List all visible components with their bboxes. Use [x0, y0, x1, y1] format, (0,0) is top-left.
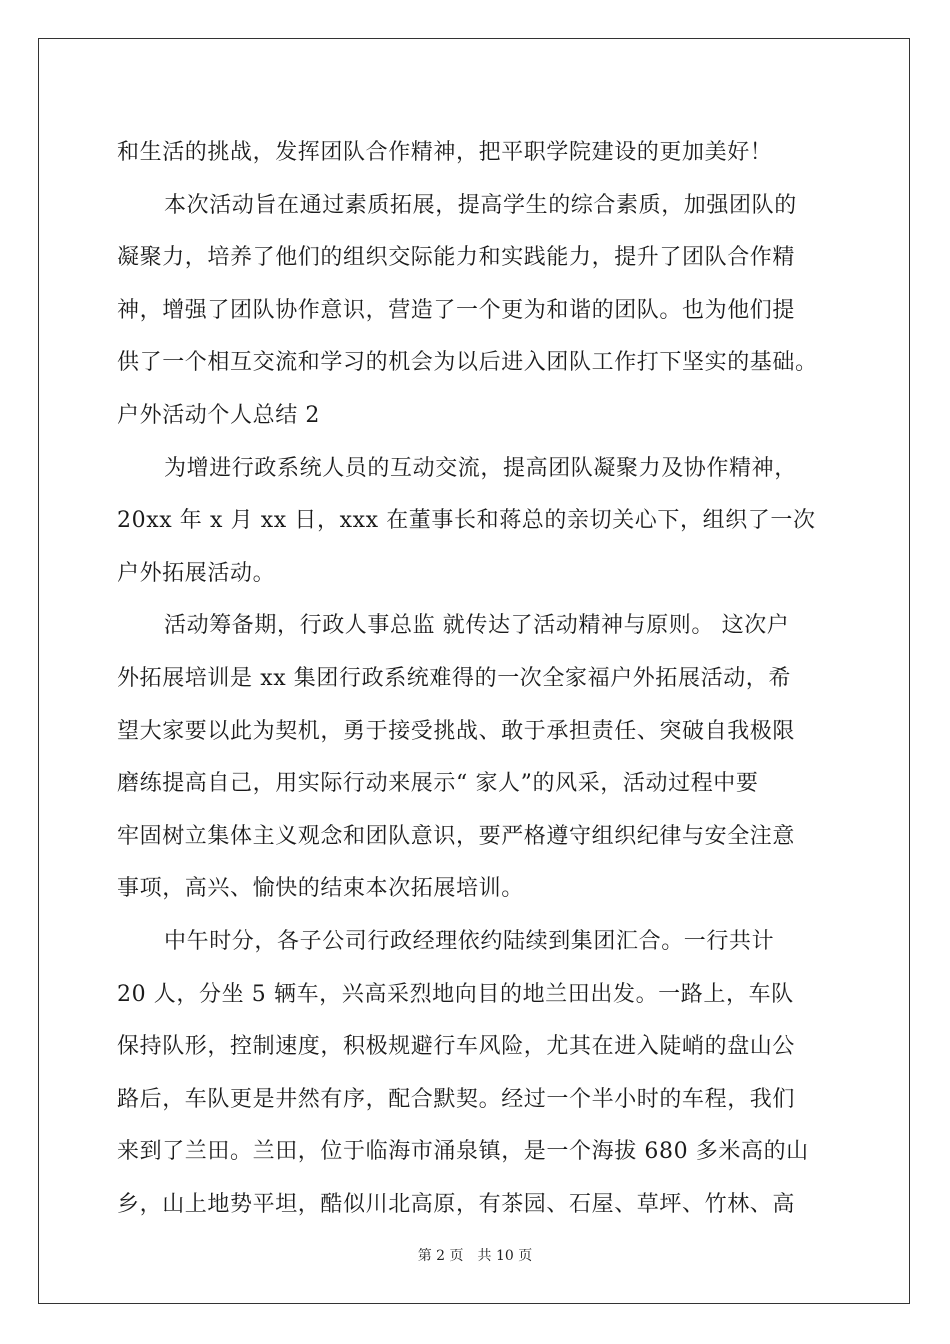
text-line: 保持队形，控制速度，积极规避行车风险，尤其在进入陡峭的盘山公 — [117, 1034, 796, 1060]
text-line: 外拓展培训是 xx 集团行政系统难得的一次全家福户外拓展活动，希 — [117, 665, 792, 691]
text-line: 来到了兰田。兰田，位于临海市涌泉镇，是一个海拔 680 多米高的山 — [117, 1139, 809, 1165]
text-line: 供了一个相互交流和学习的机会为以后进入团队工作打下坚实的基础。 — [117, 350, 818, 376]
text-line: 路后，车队更是井然有序，配合默契。经过一个半小时的车程，我们 — [117, 1086, 796, 1112]
document-body — [117, 127, 832, 1231]
text-line: 事项，高兴、愉快的结束本次拓展培训。 — [117, 876, 524, 902]
page-footer: 第 2 页 共 10 页 — [417, 1248, 533, 1264]
paragraph-start: 中午时分，各子公司行政经理依约陆续到集团汇合。一行共计 — [164, 928, 775, 954]
paragraph-start: 活动筹备期，行政人事总监 就传达了活动精神与原则。 这次户 — [164, 613, 790, 639]
paragraph-start: 本次活动旨在通过素质拓展，提高学生的综合素质，加强团队的 — [164, 192, 797, 218]
text-line: 20xx 年 x 月 xx 日，xxx 在董事长和蒋总的亲切关心下，组织了一次 — [117, 508, 816, 534]
paragraph-start: 为增进行政系统人员的互动交流，提高团队凝聚力及协作精神， — [164, 455, 797, 481]
text-line: 乡，山上地势平坦，酷似川北高原，有茶园、石屋、草坪、竹林、高 — [117, 1191, 796, 1217]
text-line: 和生活的挑战，发挥团队合作精神，把平职学院建设的更加美好！ — [117, 140, 773, 165]
text-line: 磨练提高自己，用实际行动来展示“ 家人”的风采，活动过程中要 — [117, 771, 759, 797]
text-line: 牢固树立集体主义观念和团队意识，要严格遵守组织纪律与安全注意 — [117, 823, 796, 849]
text-line: 户外拓展活动。 — [117, 560, 276, 586]
text-line: 神，增强了团队协作意识，营造了一个更为和谐的团队。也为他们提 — [117, 297, 796, 323]
text-line: 20 人，分坐 5 辆车，兴高采烈地向目的地兰田出发。一路上，车队 — [117, 981, 794, 1007]
text-line: 望大家要以此为契机，勇于接受挑战、敢于承担责任、突破自我极限 — [117, 718, 796, 744]
text-line: 凝聚力，培养了他们的组织交际能力和实践能力，提升了团队合作精 — [117, 245, 796, 271]
section-heading: 户外活动个人总结 2 — [117, 402, 320, 428]
